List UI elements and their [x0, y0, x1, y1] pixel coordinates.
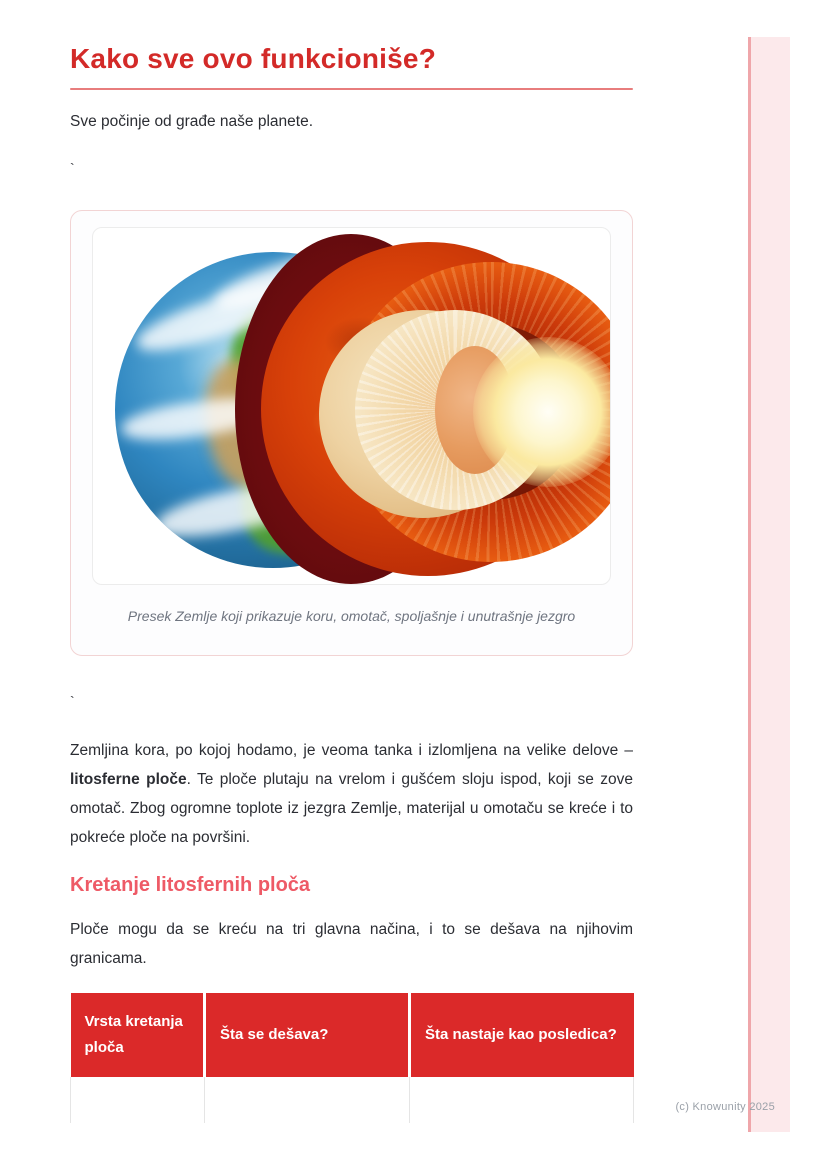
table-row — [71, 1077, 634, 1123]
watermark: (c) Knowunity 2025 — [675, 1101, 775, 1113]
section-subheading: Kretanje litosfernih ploča — [70, 874, 311, 897]
stray-backtick-top: ` — [70, 159, 75, 176]
figure-caption: Presek Zemlje koji prikazuje koru, omotač, spoljašnje i unutrašnje jezgro — [127, 607, 576, 624]
plate-movement-table — [70, 993, 634, 1123]
table-header-row — [71, 993, 634, 1077]
table-cell — [410, 1077, 634, 1123]
crust-paragraph-end: . Te ploče plutaju na vrelom i gušćem sloju ispod, koji se zove omotač. Zbog ogromne toplote iz jezgra Zemlje, materijal u omotaču se kreće i to pokreće ploče na površini. — [70, 771, 633, 847]
intro-paragraph: Sve počinje od građe naše planete. — [70, 112, 314, 130]
page-edge-stripe — [748, 37, 790, 1132]
stray-backtick-bottom: ` — [70, 693, 75, 710]
figure-card — [70, 210, 633, 656]
table-cell — [71, 1077, 205, 1123]
earth-cutaway-illustration — [92, 227, 611, 585]
table-header-posledica: Šta nastaje kao posledica? — [410, 993, 634, 1077]
crust-paragraph — [70, 736, 633, 852]
content-column — [70, 0, 633, 1123]
page-title: Kako sve ovo funkcioniše? — [70, 43, 436, 74]
heading-divider — [70, 88, 633, 90]
table-header-vrsta: Vrsta kretanja ploča — [71, 993, 205, 1077]
table-cell — [205, 1077, 410, 1123]
inner-core-glow — [473, 337, 611, 487]
bold-term-litosferne-ploce: litosferne ploče — [70, 771, 187, 789]
crust-paragraph-start: Zemljina kora, po kojoj hodamo, je veoma tanka i izlomljena na velike delove – — [70, 742, 633, 760]
plates-paragraph: Ploče mogu da se kreću na tri glavna načina, i to se dešava na njihovim granicama. — [70, 921, 633, 968]
table-header-desava: Šta se dešava? — [205, 993, 410, 1077]
